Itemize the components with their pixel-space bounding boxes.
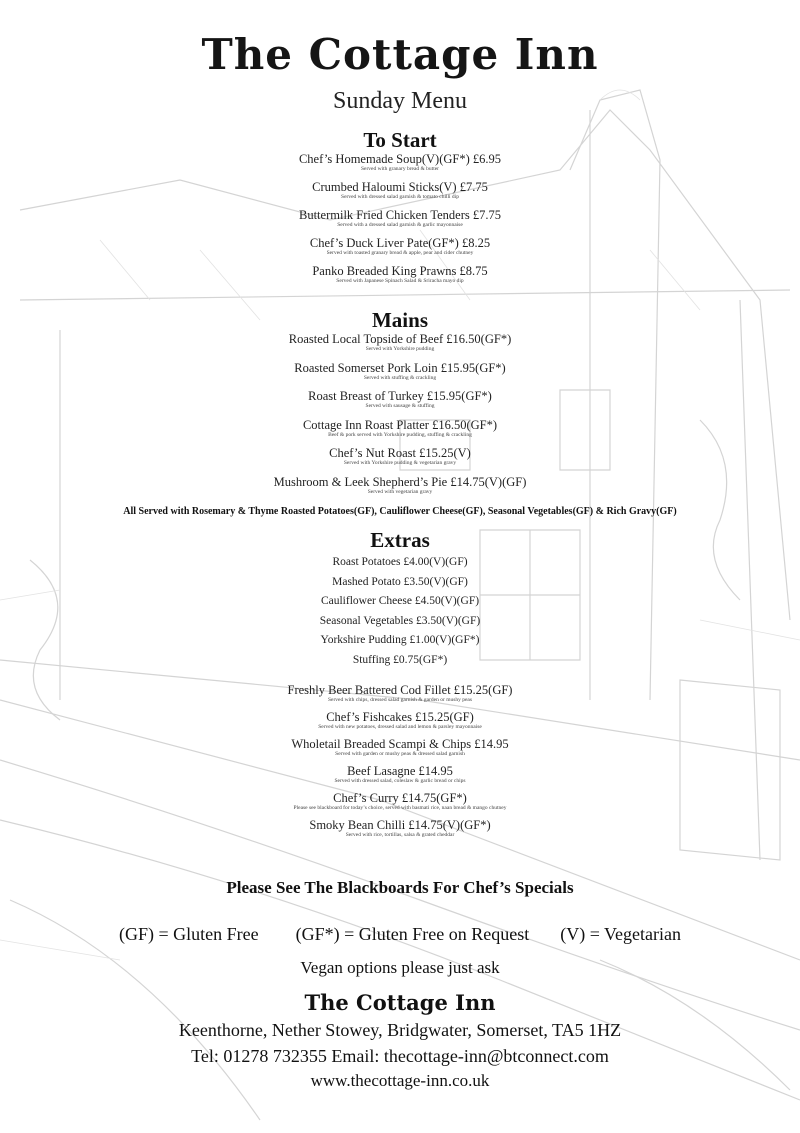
- menu-item: [0, 711, 800, 738]
- footer-website: www.thecottage-inn.co.uk: [310, 1071, 490, 1090]
- menu-item: [0, 654, 800, 674]
- menu-item-name: Beef Lasagne £14.95: [347, 764, 453, 778]
- menu-item-description: Served with Yorkshire pudding: [365, 346, 435, 353]
- menu-item-description: Served with a dressed salad garnish & garlic mayonnaise: [337, 222, 463, 229]
- menu-item-name: Chef’s Curry £14.75(GF*): [333, 791, 467, 805]
- menu-item: [0, 765, 800, 792]
- menu-item: [0, 362, 800, 391]
- menu-item-name: Cauliflower Cheese £4.50(V)(GF): [320, 595, 480, 607]
- mains-list: [0, 333, 800, 504]
- menu-item-description: Served with granary bread & butter: [360, 166, 440, 173]
- menu-item-name: Mashed Potato £3.50(V)(GF): [332, 575, 468, 588]
- menu-item: [0, 209, 800, 237]
- menu-item-name: Yorkshire Pudding £1.00(V)(GF*): [320, 634, 480, 646]
- menu-item: [0, 181, 800, 209]
- menu-item-name: Wholetail Breaded Scampi & Chips £14.95: [291, 737, 509, 751]
- menu-item: [0, 738, 800, 765]
- blackboards-notice: Please See The Blackboards For Chef’s Specials: [226, 878, 574, 897]
- menu-item-description: Please see blackboard for today’s choice, served with basmati rice, naan bread & mango chutney: [293, 805, 507, 812]
- menu-item-description: Served with sausage & stuffing: [365, 403, 435, 410]
- menu-item-name: Chef’s Homemade Soup(V)(GF*) £6.95: [298, 152, 502, 166]
- vegan-notice: Vegan options please just ask: [300, 958, 500, 977]
- mains-accompaniments-note: All Served with Rosemary & Thyme Roasted Potatoes(GF), Cauliflower Cheese(GF), Seasonal Vegetables(GF) & Rich Gravy(GF): [123, 506, 677, 517]
- menu-item-description: Served with dressed salad garnish & tomato chilli dip: [341, 194, 459, 201]
- extras-heading: Extras: [370, 528, 430, 552]
- menu-item-name: Panko Breaded King Prawns £8.75: [312, 264, 488, 278]
- starters-heading: To Start: [363, 128, 437, 152]
- legend-gluten-free-on-request: (GF*) = Gluten Free on Request: [295, 924, 530, 944]
- menu-item-description: Served with vegetarian gravy: [367, 488, 433, 495]
- menu-item: [0, 595, 800, 615]
- menu-item: [0, 792, 800, 819]
- menu-item-name: Roast Breast of Turkey £15.95(GF*): [308, 389, 492, 403]
- menu-item-name: Roasted Local Topside of Beef £16.50(GF*): [288, 332, 512, 346]
- menu-item: [0, 237, 800, 265]
- menu-item: [0, 447, 800, 476]
- menu-item-name: Chef’s Nut Roast £15.25(V): [329, 446, 471, 460]
- menu-item-description: Served with chips, dressed salad garnish & garden or mushy peas: [327, 697, 473, 704]
- menu-item: [0, 684, 800, 711]
- footer-address: Keenthorne, Nether Stowey, Bridgwater, Somerset, TA5 1HZ: [178, 1020, 622, 1040]
- menu-item: [0, 419, 800, 448]
- menu-item-name: Chef’s Duck Liver Pate(GF*) £8.25: [309, 236, 491, 250]
- menu-item-description: Served with Japanese Spinach Salad & Sriracha mayo dip: [336, 278, 464, 285]
- menu-item-name: Cottage Inn Roast Platter £16.50(GF*): [302, 417, 498, 432]
- menu-item-name: Stuffing £0.75(GF*): [352, 653, 448, 666]
- menu-item-description: Served with Yorkshire pudding & vegetarian gravy: [343, 460, 457, 467]
- menu-item: [0, 819, 800, 846]
- menu-item: [0, 615, 800, 635]
- legend-gluten-free: (GF) = Gluten Free: [118, 924, 259, 944]
- menu-item-name: Seasonal Vegetables £3.50(V)(GF): [319, 614, 481, 627]
- menu-item-name: Crumbed Haloumi Sticks(V) £7.75: [312, 180, 488, 194]
- menu-item-description: Served with dressed salad, coleslaw & garlic bread or chips: [334, 778, 466, 785]
- footer-contact: Tel: 01278 732355 Email: thecottage-inn@btconnect.com: [191, 1046, 609, 1066]
- menu-item-name: Chef’s Fishcakes £15.25(GF): [326, 710, 474, 724]
- menu-item-description: Served with new potatoes, dressed salad and lemon & parsley mayonnaise: [318, 724, 482, 731]
- menu-item-name: Smoky Bean Chilli £14.75(V)(GF*): [309, 818, 491, 832]
- other-dishes-list: [0, 684, 800, 846]
- menu-item: [0, 476, 800, 505]
- menu-item: [0, 390, 800, 419]
- footer-title: The Cottage Inn: [304, 990, 496, 1015]
- menu-item: [0, 153, 800, 181]
- menu-item: [0, 333, 800, 362]
- menu-item-description: Served with stuffing & crackling: [363, 374, 437, 381]
- menu-item: [0, 265, 800, 293]
- menu-item-description: Served with rice, tortillas, salsa & grated cheddar: [345, 832, 455, 839]
- extras-list: [0, 556, 800, 673]
- restaurant-title: The Cottage Inn: [201, 30, 599, 79]
- menu-item-description: Served with garden or mushy peas & dressed salad garnish: [335, 751, 465, 758]
- menu-item: [0, 556, 800, 576]
- legend-vegetarian: (V) = Vegetarian: [560, 924, 682, 944]
- dietary-legend: [0, 924, 800, 945]
- starters-list: [0, 153, 800, 293]
- menu-item-name: Roasted Somerset Pork Loin £15.95(GF*): [294, 360, 506, 375]
- menu-item-description: Served with toasted granary bread & apple, pear and cider chutney: [326, 250, 474, 257]
- mains-heading: Mains: [371, 308, 428, 332]
- menu-item: [0, 576, 800, 596]
- menu-item-name: Freshly Beer Battered Cod Fillet £15.25(GF): [287, 683, 513, 697]
- menu-item-name: Roast Potatoes £4.00(V)(GF): [332, 556, 468, 568]
- menu-item-description: Beef & pork served with Yorkshire pudding, stuffing & crackling: [328, 431, 472, 438]
- menu-item-name: Mushroom & Leek Shepherd’s Pie £14.75(V)(GF): [273, 474, 527, 489]
- menu-item-name: Buttermilk Fried Chicken Tenders £7.75: [299, 208, 501, 222]
- menu-subtitle: Sunday Menu: [333, 88, 467, 114]
- menu-item: [0, 634, 800, 654]
